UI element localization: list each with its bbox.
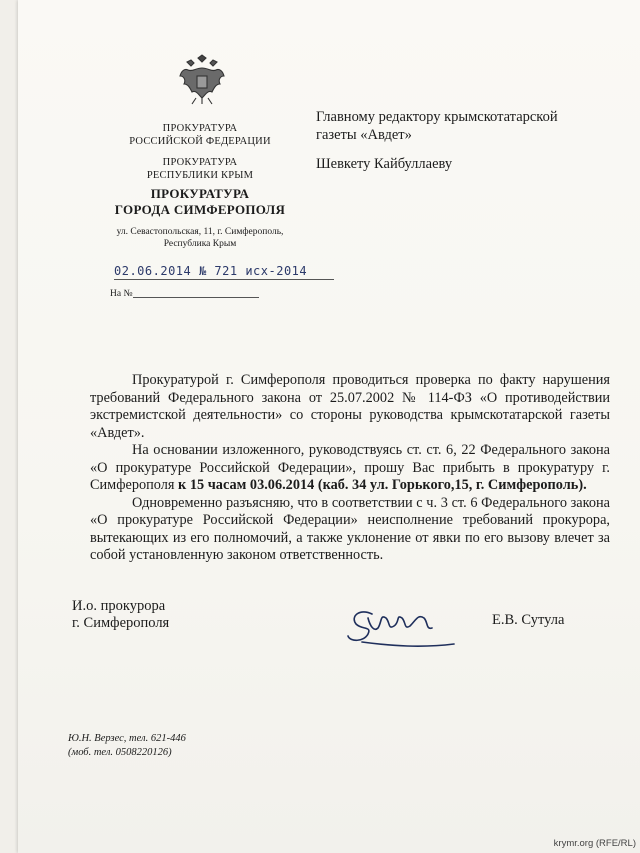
paragraph xyxy=(90,442,610,495)
office-title-line: ГОРОДА СИМФЕРОПОЛЯ xyxy=(114,202,286,217)
address-line: ул. Севастопольская, 11, г. Симферополь, xyxy=(116,227,284,237)
signer-position xyxy=(72,598,169,632)
office-title-line: ПРОКУРАТУРА xyxy=(150,186,250,201)
letter-body xyxy=(90,372,610,565)
outgoing-number-handwritten: 02.06.2014 № 721 исх-2014 xyxy=(114,264,308,278)
executor-info xyxy=(68,732,186,760)
signer-position-line: И.о. прокурора xyxy=(72,598,166,614)
addressee-line: Главному редактору крымскотатарской xyxy=(316,109,558,125)
addressee-line: газеты «Авдет» xyxy=(316,127,412,143)
paragraph: Прокуратурой г. Симферополя проводиться проверка по факту нарушения требований Федерального закона от 25.07.2002 № 114-ФЗ «О противодействии экстремистской деятельности» со стороны руководства крымскотатарской газеты «Авдет». xyxy=(90,372,610,441)
handwritten-signature xyxy=(342,596,462,652)
appointment-details: к 15 часам 03.06.2014 (каб. 34 ул. Горького,15, г. Симферополь). xyxy=(178,477,587,493)
paragraph: Одновременно разъясняю, что в соответствии с ч. 3 ст. 6 Федерального закона «О прокуратуре Российской Федерации» неисполнение требований прокурора, вытекающих из его полномочий, а также уклонение от явки по его вызову влечет за собой установленную законом ответственность. xyxy=(90,494,610,563)
ref-na-underline xyxy=(133,297,259,298)
ref-na-label: На № xyxy=(110,289,133,299)
header-line: РОССИЙСКОЙ ФЕДЕРАЦИИ xyxy=(129,136,271,147)
header-block xyxy=(100,122,300,182)
coat-of-arms-icon xyxy=(178,54,226,106)
signer-position-line: г. Симферополя xyxy=(72,615,170,631)
header-line: ПРОКУРАТУРА xyxy=(162,123,238,134)
header-line: ПРОКУРАТУРА xyxy=(162,157,238,168)
addressee-name: Шевкету Кайбуллаеву xyxy=(316,156,453,172)
office-title xyxy=(90,186,310,218)
photo-credit: krymr.org (RFE/RL) xyxy=(553,838,636,849)
executor-line: Ю.Н. Верзес, тел. 621-446 xyxy=(68,733,186,744)
header-line: РЕСПУБЛИКИ КРЫМ xyxy=(146,170,254,181)
addressee-block xyxy=(316,108,616,173)
paragraph-text: На основании изложенного, руководствуясь ст. ст. 6, 22 Федерального закона «О прокуратуре Российской Федерации», прошу Вас прибыть в прокуратуру г. Симферополя xyxy=(90,442,610,493)
ref-underline xyxy=(114,279,334,280)
signer-name: Е.В. Сутула xyxy=(492,612,565,628)
executor-line: (моб. тел. 0508220126) xyxy=(68,747,172,758)
document-page xyxy=(18,0,640,853)
office-address xyxy=(90,226,310,250)
address-line: Республика Крым xyxy=(163,239,237,249)
